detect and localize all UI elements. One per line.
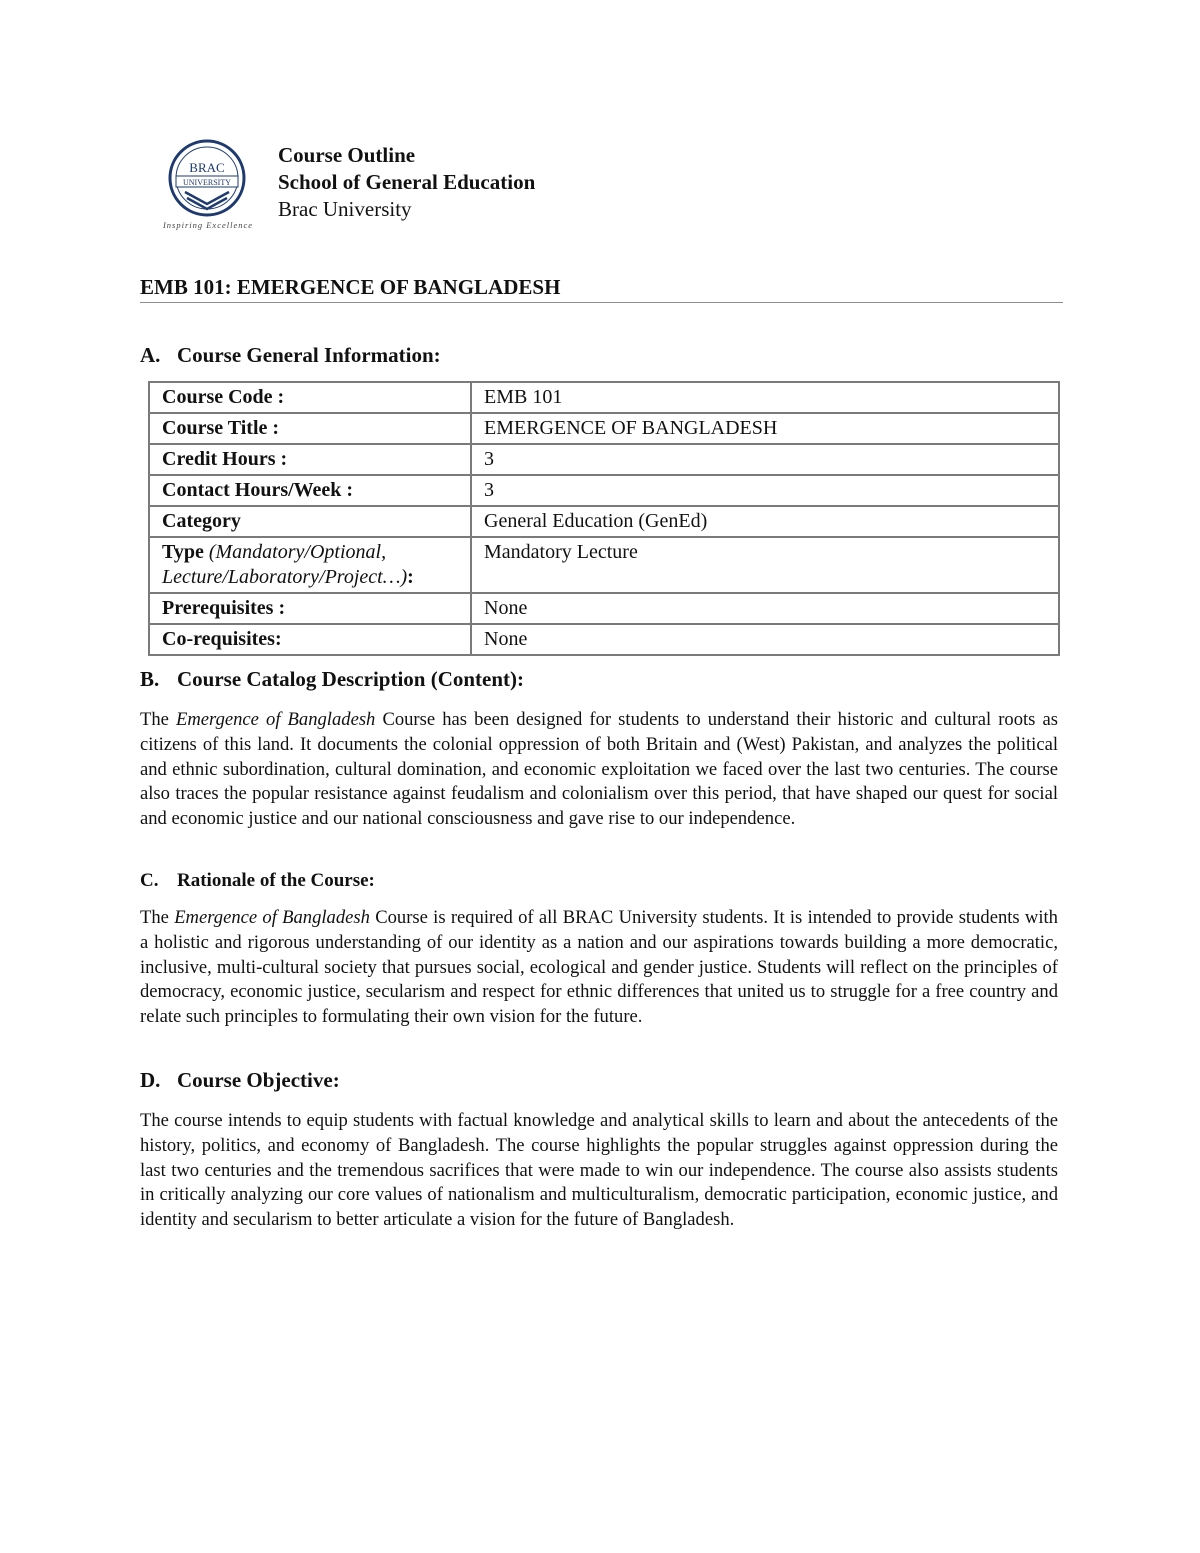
header-school: School of General Education xyxy=(278,170,536,194)
info-table-key-cell xyxy=(149,382,471,413)
info-table-key: Prerequisites : xyxy=(162,597,286,619)
section-c-italic: Emergence of Bangladesh xyxy=(174,907,370,928)
section-b-letter: B. xyxy=(140,667,160,691)
section-b-lead: The xyxy=(140,709,176,730)
header-course-outline: Course Outline xyxy=(278,143,416,167)
info-table-row xyxy=(149,624,1059,655)
section-b-heading xyxy=(140,666,524,692)
info-table-key-cell xyxy=(149,475,471,506)
info-table-key-note: (Mandatory/Optional, Lecture/Laboratory/Project…) xyxy=(162,541,408,588)
info-table-key: Co-requisites: xyxy=(162,628,282,650)
course-info-table xyxy=(148,381,1060,656)
info-table-value: None xyxy=(471,624,1059,655)
info-table-row xyxy=(149,413,1059,444)
section-a-title: Course General Information: xyxy=(177,343,441,367)
section-a-letter: A. xyxy=(140,343,161,367)
info-table-key-cell xyxy=(149,624,471,655)
section-d-letter: D. xyxy=(140,1068,161,1092)
section-c-heading xyxy=(140,868,375,894)
section-b-italic: Emergence of Bangladesh xyxy=(176,709,376,730)
info-table-key: Category xyxy=(162,510,241,532)
info-table-row xyxy=(149,475,1059,506)
info-table-key-tail: : xyxy=(407,566,414,588)
info-table-value: 3 xyxy=(471,475,1059,506)
logo-text-mid: UNIVERSITY xyxy=(183,178,231,187)
info-table-value: None xyxy=(471,593,1059,624)
section-d-title: Course Objective: xyxy=(177,1068,340,1092)
section-c-lead: The xyxy=(140,907,175,928)
brac-university-logo xyxy=(150,138,266,230)
info-table-key-cell xyxy=(149,537,471,593)
info-table-row xyxy=(149,506,1059,537)
section-b-title: Course Catalog Description (Content): xyxy=(177,667,525,691)
section-c-text: Course is required of all BRAC University students. It is intended to provide students with a holistic and rigorous understanding of our identity as a nation and our aspirations towards building a more democratic, inclusive, multi-cultural society that pursues social, ecological and gender justice. Students will reflect on the principles of democracy, economic justice, secularism and respect for ethnic differences that united us to struggle for a free country and relate such principles to formulating their own vision for the future. xyxy=(140,907,1058,1028)
section-d-heading xyxy=(140,1067,340,1093)
info-table-key: Contact Hours/Week : xyxy=(162,479,354,501)
info-table-row xyxy=(149,444,1059,475)
section-d-paragraph: The course intends to equip students with factual knowledge and analytical skills to learn and about the antecedents of the history, politics, and economy of Bangladesh. The course highlights the popular struggles against oppression during the last two centuries and the tremendous sacrifices that were made to win our independence. The course also assists students in critically analyzing our core values of nationalism and multiculturalism, democratic participation, economic justice, and identity and secularism to better articulate a vision for the future of Bangladesh. xyxy=(140,1110,1058,1231)
section-c-paragraph xyxy=(140,906,1058,1030)
info-table-value: EMERGENCE OF BANGLADESH xyxy=(471,413,1059,444)
info-table-value: Mandatory Lecture xyxy=(471,537,1059,593)
info-table-key: Credit Hours : xyxy=(162,448,288,470)
info-table-key: Course Code : xyxy=(162,386,285,408)
section-b-paragraph xyxy=(140,708,1058,832)
section-c-letter: C. xyxy=(140,870,159,891)
info-table-key: Type xyxy=(162,541,204,563)
header-university: Brac University xyxy=(278,197,412,221)
info-table-row xyxy=(149,382,1059,413)
logo-text-top: BRAC xyxy=(189,160,225,175)
info-table-key: Course Title : xyxy=(162,417,280,439)
info-table-value: EMB 101 xyxy=(471,382,1059,413)
section-a-heading xyxy=(140,342,441,368)
info-table-value: General Education (GenEd) xyxy=(471,506,1059,537)
info-table-key-cell xyxy=(149,413,471,444)
info-table-value: 3 xyxy=(471,444,1059,475)
document-title: EMB 101: EMERGENCE OF BANGLADESH xyxy=(140,274,1063,303)
section-c-title: Rationale of the Course: xyxy=(177,870,375,891)
info-table-key-cell xyxy=(149,593,471,624)
header-text xyxy=(278,142,535,223)
logo-tagline: Inspiring Excellence xyxy=(162,220,254,230)
info-table-row xyxy=(149,537,1059,593)
info-table-row xyxy=(149,593,1059,624)
info-table-key-cell xyxy=(149,506,471,537)
info-table-key-cell xyxy=(149,444,471,475)
section-b-text: Course has been designed for students to understand their historic and cultural roots as citizens of this land. It documents the colonial oppression of both Britain and (West) Pakistan, and analyzes the political and ethnic subordination, cultural domination, and economic exploitation we faced over the last two centuries. The course also traces the popular resistance against feudalism and colonialism over this period, that have shaped our quest for social and economic justice and our national consciousness and gave rise to our independence. xyxy=(140,709,1058,830)
